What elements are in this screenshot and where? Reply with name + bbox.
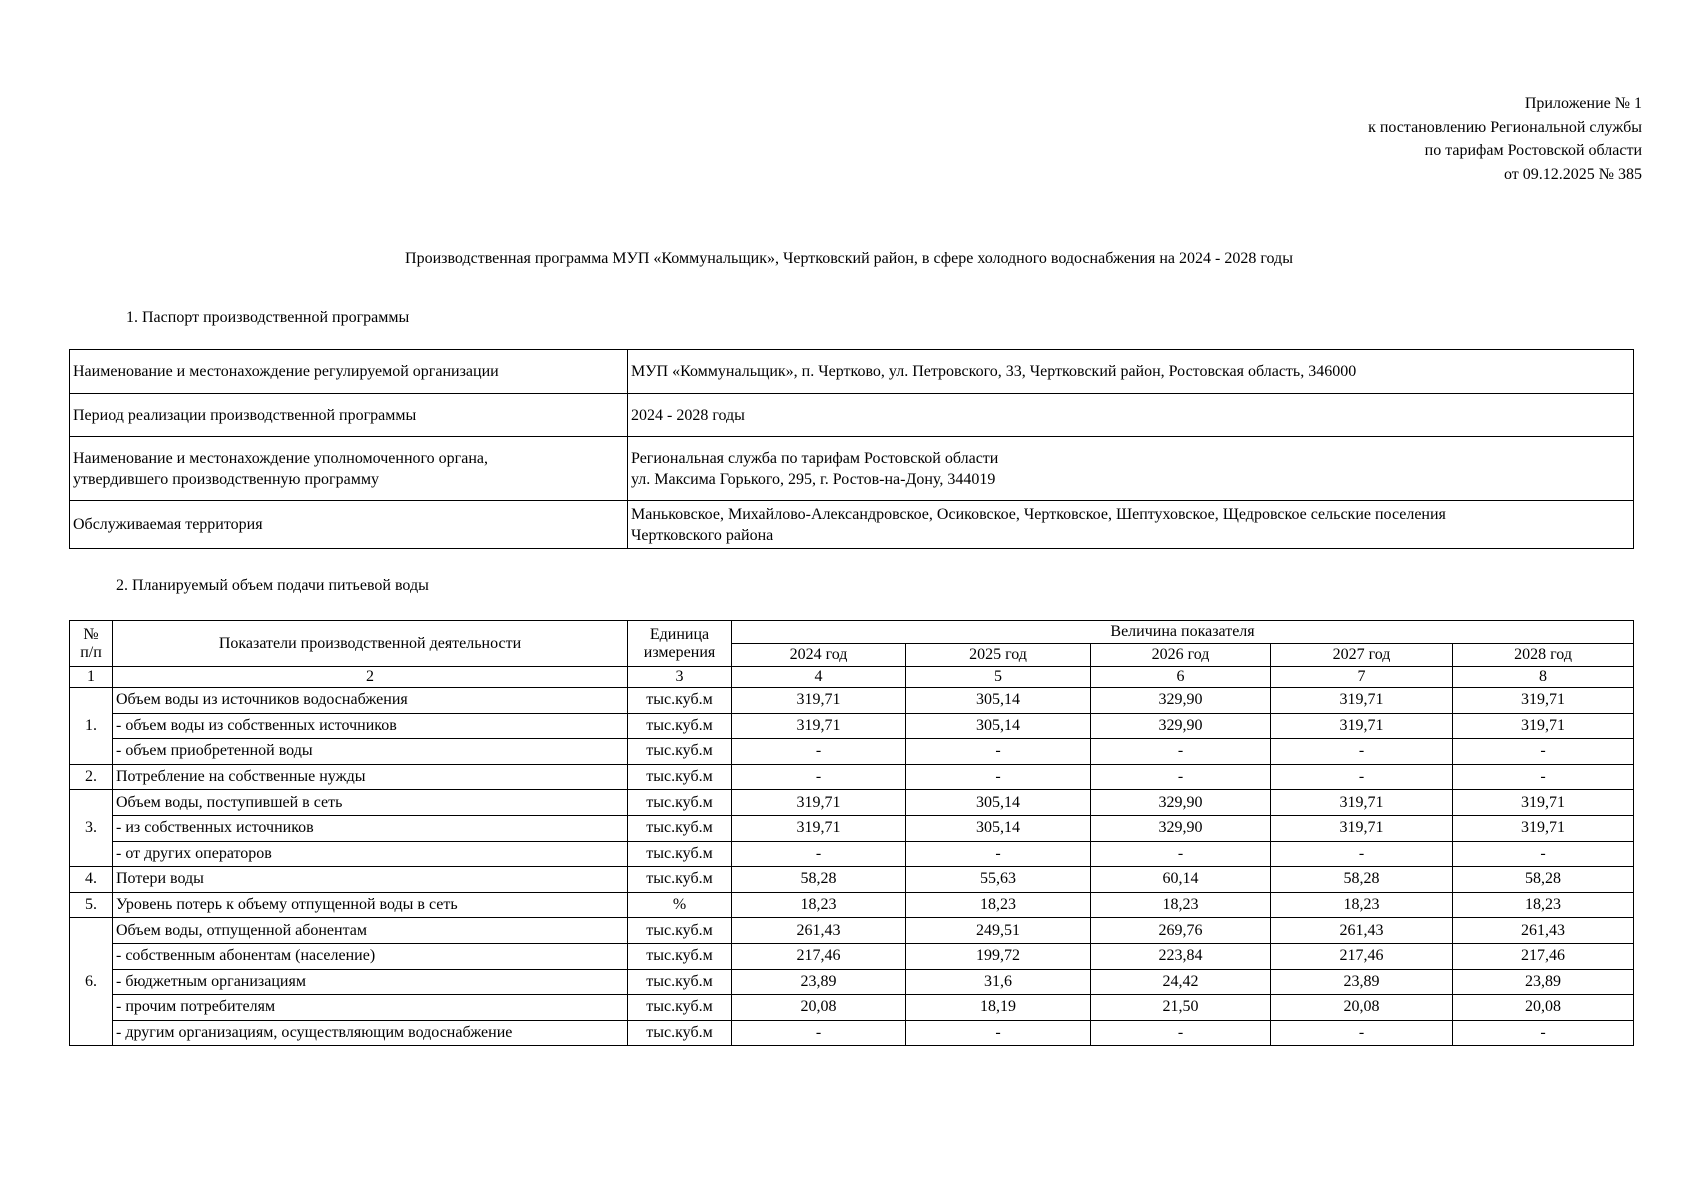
row-value: -	[1453, 841, 1634, 867]
row-value: 18,23	[732, 892, 906, 918]
column-number: 4	[732, 667, 906, 688]
row-value: 261,43	[1271, 918, 1453, 944]
header-row	[70, 621, 1634, 644]
row-unit: тыс.куб.м	[628, 969, 732, 995]
row-indicator-name: Потери воды	[113, 867, 628, 893]
row-value: 329,90	[1091, 713, 1271, 739]
row-indicator-name: Потребление на собственные нужды	[113, 764, 628, 790]
row-value: 305,14	[906, 815, 1091, 841]
header-value-group: Величина показателя	[732, 621, 1634, 644]
row-unit: тыс.куб.м	[628, 867, 732, 893]
column-number: 2	[113, 667, 628, 688]
row-number: 2.	[70, 764, 113, 790]
header-year: 2025 год	[906, 644, 1091, 667]
table-row	[70, 867, 1634, 893]
row-value: -	[906, 1020, 1091, 1046]
row-value: -	[1271, 1020, 1453, 1046]
header-year: 2024 год	[732, 644, 906, 667]
passport-value: 2024 - 2028 годы	[628, 394, 1634, 437]
document-title: Производственная программа МУП «Коммунальщик», Чертковский район, в сфере холодного водоснабжения на 2024 - 2028 годы	[405, 250, 1293, 267]
row-indicator-name: - прочим потребителям	[113, 995, 628, 1021]
row-value: 261,43	[732, 918, 906, 944]
row-value: 58,28	[1453, 867, 1634, 893]
row-indicator-name: - из собственных источников	[113, 815, 628, 841]
table-row	[70, 764, 1634, 790]
row-value: 261,43	[1453, 918, 1634, 944]
row-indicator-name: Объем воды, отпущенной абонентам	[113, 918, 628, 944]
column-numbers-row	[70, 667, 1634, 688]
row-number: 5.	[70, 892, 113, 918]
row-value: 60,14	[1091, 867, 1271, 893]
passport-row	[70, 350, 1634, 394]
row-value: 319,71	[1453, 790, 1634, 816]
appendix-line-2: к постановлению Региональной службы	[1368, 118, 1642, 136]
row-value: -	[1453, 764, 1634, 790]
table-row	[70, 790, 1634, 816]
column-number: 3	[628, 667, 732, 688]
passport-row	[70, 437, 1634, 501]
row-value: 329,90	[1091, 790, 1271, 816]
row-value: -	[1271, 764, 1453, 790]
row-value: 329,90	[1091, 815, 1271, 841]
row-value: -	[1453, 1020, 1634, 1046]
row-number: 6.	[70, 918, 113, 1046]
header-num-line: №	[83, 625, 99, 643]
row-indicator-name: - другим организациям, осуществляющим водоснабжение	[113, 1020, 628, 1046]
row-indicator-name: Объем воды из источников водоснабжения	[113, 688, 628, 714]
row-value: 319,71	[1271, 815, 1453, 841]
row-value: 23,89	[1453, 969, 1634, 995]
column-number: 5	[906, 667, 1091, 688]
table-row	[70, 713, 1634, 739]
passport-label: Обслуживаемая территория	[70, 501, 628, 549]
row-value: 18,23	[1453, 892, 1634, 918]
section-2-heading: 2. Планируемый объем подачи питьевой воды	[116, 577, 429, 594]
row-value: 319,71	[1453, 815, 1634, 841]
row-value: 319,71	[732, 815, 906, 841]
volume-table-body	[70, 688, 1634, 1046]
passport-label: Наименование и местонахождение регулируемой организации	[70, 350, 628, 394]
row-value: -	[1271, 739, 1453, 765]
passport-row	[70, 394, 1634, 437]
row-unit: тыс.куб.м	[628, 1020, 732, 1046]
header-num-line: п/п	[80, 643, 102, 661]
row-unit: тыс.куб.м	[628, 739, 732, 765]
row-value: 319,71	[732, 688, 906, 714]
row-value: 249,51	[906, 918, 1091, 944]
column-number: 6	[1091, 667, 1271, 688]
row-value: 58,28	[1271, 867, 1453, 893]
passport-label-line: Наименование и местонахождение уполномоченного органа,	[73, 449, 488, 467]
row-value: -	[906, 739, 1091, 765]
table-row	[70, 969, 1634, 995]
header-indicator: Показатели производственной деятельности	[113, 621, 628, 667]
header-year: 2026 год	[1091, 644, 1271, 667]
row-unit: %	[628, 892, 732, 918]
passport-value	[628, 501, 1634, 549]
row-indicator-name: Уровень потерь к объему отпущенной воды в сеть	[113, 892, 628, 918]
row-number: 1.	[70, 688, 113, 765]
row-indicator-name: - бюджетным организациям	[113, 969, 628, 995]
header-unit	[628, 621, 732, 667]
row-value: 24,42	[1091, 969, 1271, 995]
column-number: 8	[1453, 667, 1634, 688]
row-unit: тыс.куб.м	[628, 918, 732, 944]
row-value: 319,71	[1453, 688, 1634, 714]
header-unit-line: Единица	[649, 625, 710, 643]
table-row	[70, 943, 1634, 969]
passport-label: Период реализации производственной программы	[70, 394, 628, 437]
row-value: 55,63	[906, 867, 1091, 893]
row-indicator-name: - собственным абонентам (население)	[113, 943, 628, 969]
row-value: -	[732, 739, 906, 765]
appendix-line-4: от 09.12.2025 № 385	[1503, 165, 1642, 183]
row-value: 217,46	[1453, 943, 1634, 969]
row-indicator-name: - объем приобретенной воды	[113, 739, 628, 765]
row-indicator-name: - от других операторов	[113, 841, 628, 867]
row-value: 305,14	[906, 713, 1091, 739]
table-row	[70, 1020, 1634, 1046]
row-value: 23,89	[1271, 969, 1453, 995]
row-indicator-name: - объем воды из собственных источников	[113, 713, 628, 739]
row-value: -	[906, 764, 1091, 790]
row-value: -	[732, 764, 906, 790]
row-value: 18,23	[1091, 892, 1271, 918]
row-value: 329,90	[1091, 688, 1271, 714]
header-year: 2027 год	[1271, 644, 1453, 667]
row-value: 223,84	[1091, 943, 1271, 969]
row-indicator-name: Объем воды, поступившей в сеть	[113, 790, 628, 816]
water-volume-table	[69, 620, 1634, 1046]
row-value: 18,23	[1271, 892, 1453, 918]
row-value: 269,76	[1091, 918, 1271, 944]
row-unit: тыс.куб.м	[628, 764, 732, 790]
row-value: 217,46	[1271, 943, 1453, 969]
passport-label-line: утвердившего производственную программу	[73, 470, 379, 488]
passport-value	[628, 437, 1634, 501]
table-row	[70, 739, 1634, 765]
column-number: 7	[1271, 667, 1453, 688]
row-unit: тыс.куб.м	[628, 688, 732, 714]
row-unit: тыс.куб.м	[628, 713, 732, 739]
row-value: 319,71	[732, 713, 906, 739]
row-number: 4.	[70, 867, 113, 893]
row-value: 319,71	[1271, 790, 1453, 816]
header-unit-line: измерения	[643, 643, 716, 661]
table-row	[70, 892, 1634, 918]
appendix-line-3: по тарифам Ростовской области	[1424, 142, 1642, 159]
row-value: 217,46	[732, 943, 906, 969]
passport-value-line: ул. Максима Горького, 295, г. Ростов-на-Дону, 344019	[631, 470, 996, 488]
row-number: 3.	[70, 790, 113, 867]
row-unit: тыс.куб.м	[628, 943, 732, 969]
passport-table	[69, 349, 1634, 549]
row-value: -	[1091, 764, 1271, 790]
row-value: 18,19	[906, 995, 1091, 1021]
passport-value-line: Маньковское, Михайлово-Александровское, Осиковское, Чертковское, Шептуховское, Щедровское сельские поселения	[631, 505, 1446, 523]
row-value: 319,71	[1453, 713, 1634, 739]
row-value: 23,89	[732, 969, 906, 995]
row-value: -	[906, 841, 1091, 867]
table-row	[70, 995, 1634, 1021]
row-value: -	[1091, 739, 1271, 765]
row-unit: тыс.куб.м	[628, 815, 732, 841]
table-row	[70, 841, 1634, 867]
section-1-heading: 1. Паспорт производственной программы	[126, 309, 410, 326]
row-value: 319,71	[1271, 713, 1453, 739]
row-value: 319,71	[732, 790, 906, 816]
passport-value-line: Чертковского района	[631, 526, 774, 544]
row-unit: тыс.куб.м	[628, 841, 732, 867]
appendix-header	[1368, 92, 1642, 186]
appendix-line-1: Приложение № 1	[1524, 95, 1642, 112]
row-value: 305,14	[906, 688, 1091, 714]
row-value: 319,71	[1271, 688, 1453, 714]
header-year: 2028 год	[1453, 644, 1634, 667]
row-value: 20,08	[732, 995, 906, 1021]
row-value: -	[1271, 841, 1453, 867]
passport-row	[70, 501, 1634, 549]
row-value: 20,08	[1271, 995, 1453, 1021]
table-row	[70, 815, 1634, 841]
row-unit: тыс.куб.м	[628, 790, 732, 816]
header-num	[70, 621, 113, 667]
column-number: 1	[70, 667, 113, 688]
row-unit: тыс.куб.м	[628, 995, 732, 1021]
row-value: 21,50	[1091, 995, 1271, 1021]
passport-value: МУП «Коммунальщик», п. Чертково, ул. Петровского, 33, Чертковский район, Ростовская область, 346000	[628, 350, 1634, 394]
table-row	[70, 688, 1634, 714]
row-value: -	[1091, 841, 1271, 867]
passport-label	[70, 437, 628, 501]
row-value: 199,72	[906, 943, 1091, 969]
row-value: 20,08	[1453, 995, 1634, 1021]
row-value: -	[732, 841, 906, 867]
table-row	[70, 918, 1634, 944]
row-value: 18,23	[906, 892, 1091, 918]
row-value: 305,14	[906, 790, 1091, 816]
row-value: -	[1453, 739, 1634, 765]
row-value: 58,28	[732, 867, 906, 893]
row-value: 31,6	[906, 969, 1091, 995]
passport-value-line: Региональная служба по тарифам Ростовской области	[631, 449, 999, 467]
row-value: -	[1091, 1020, 1271, 1046]
row-value: -	[732, 1020, 906, 1046]
